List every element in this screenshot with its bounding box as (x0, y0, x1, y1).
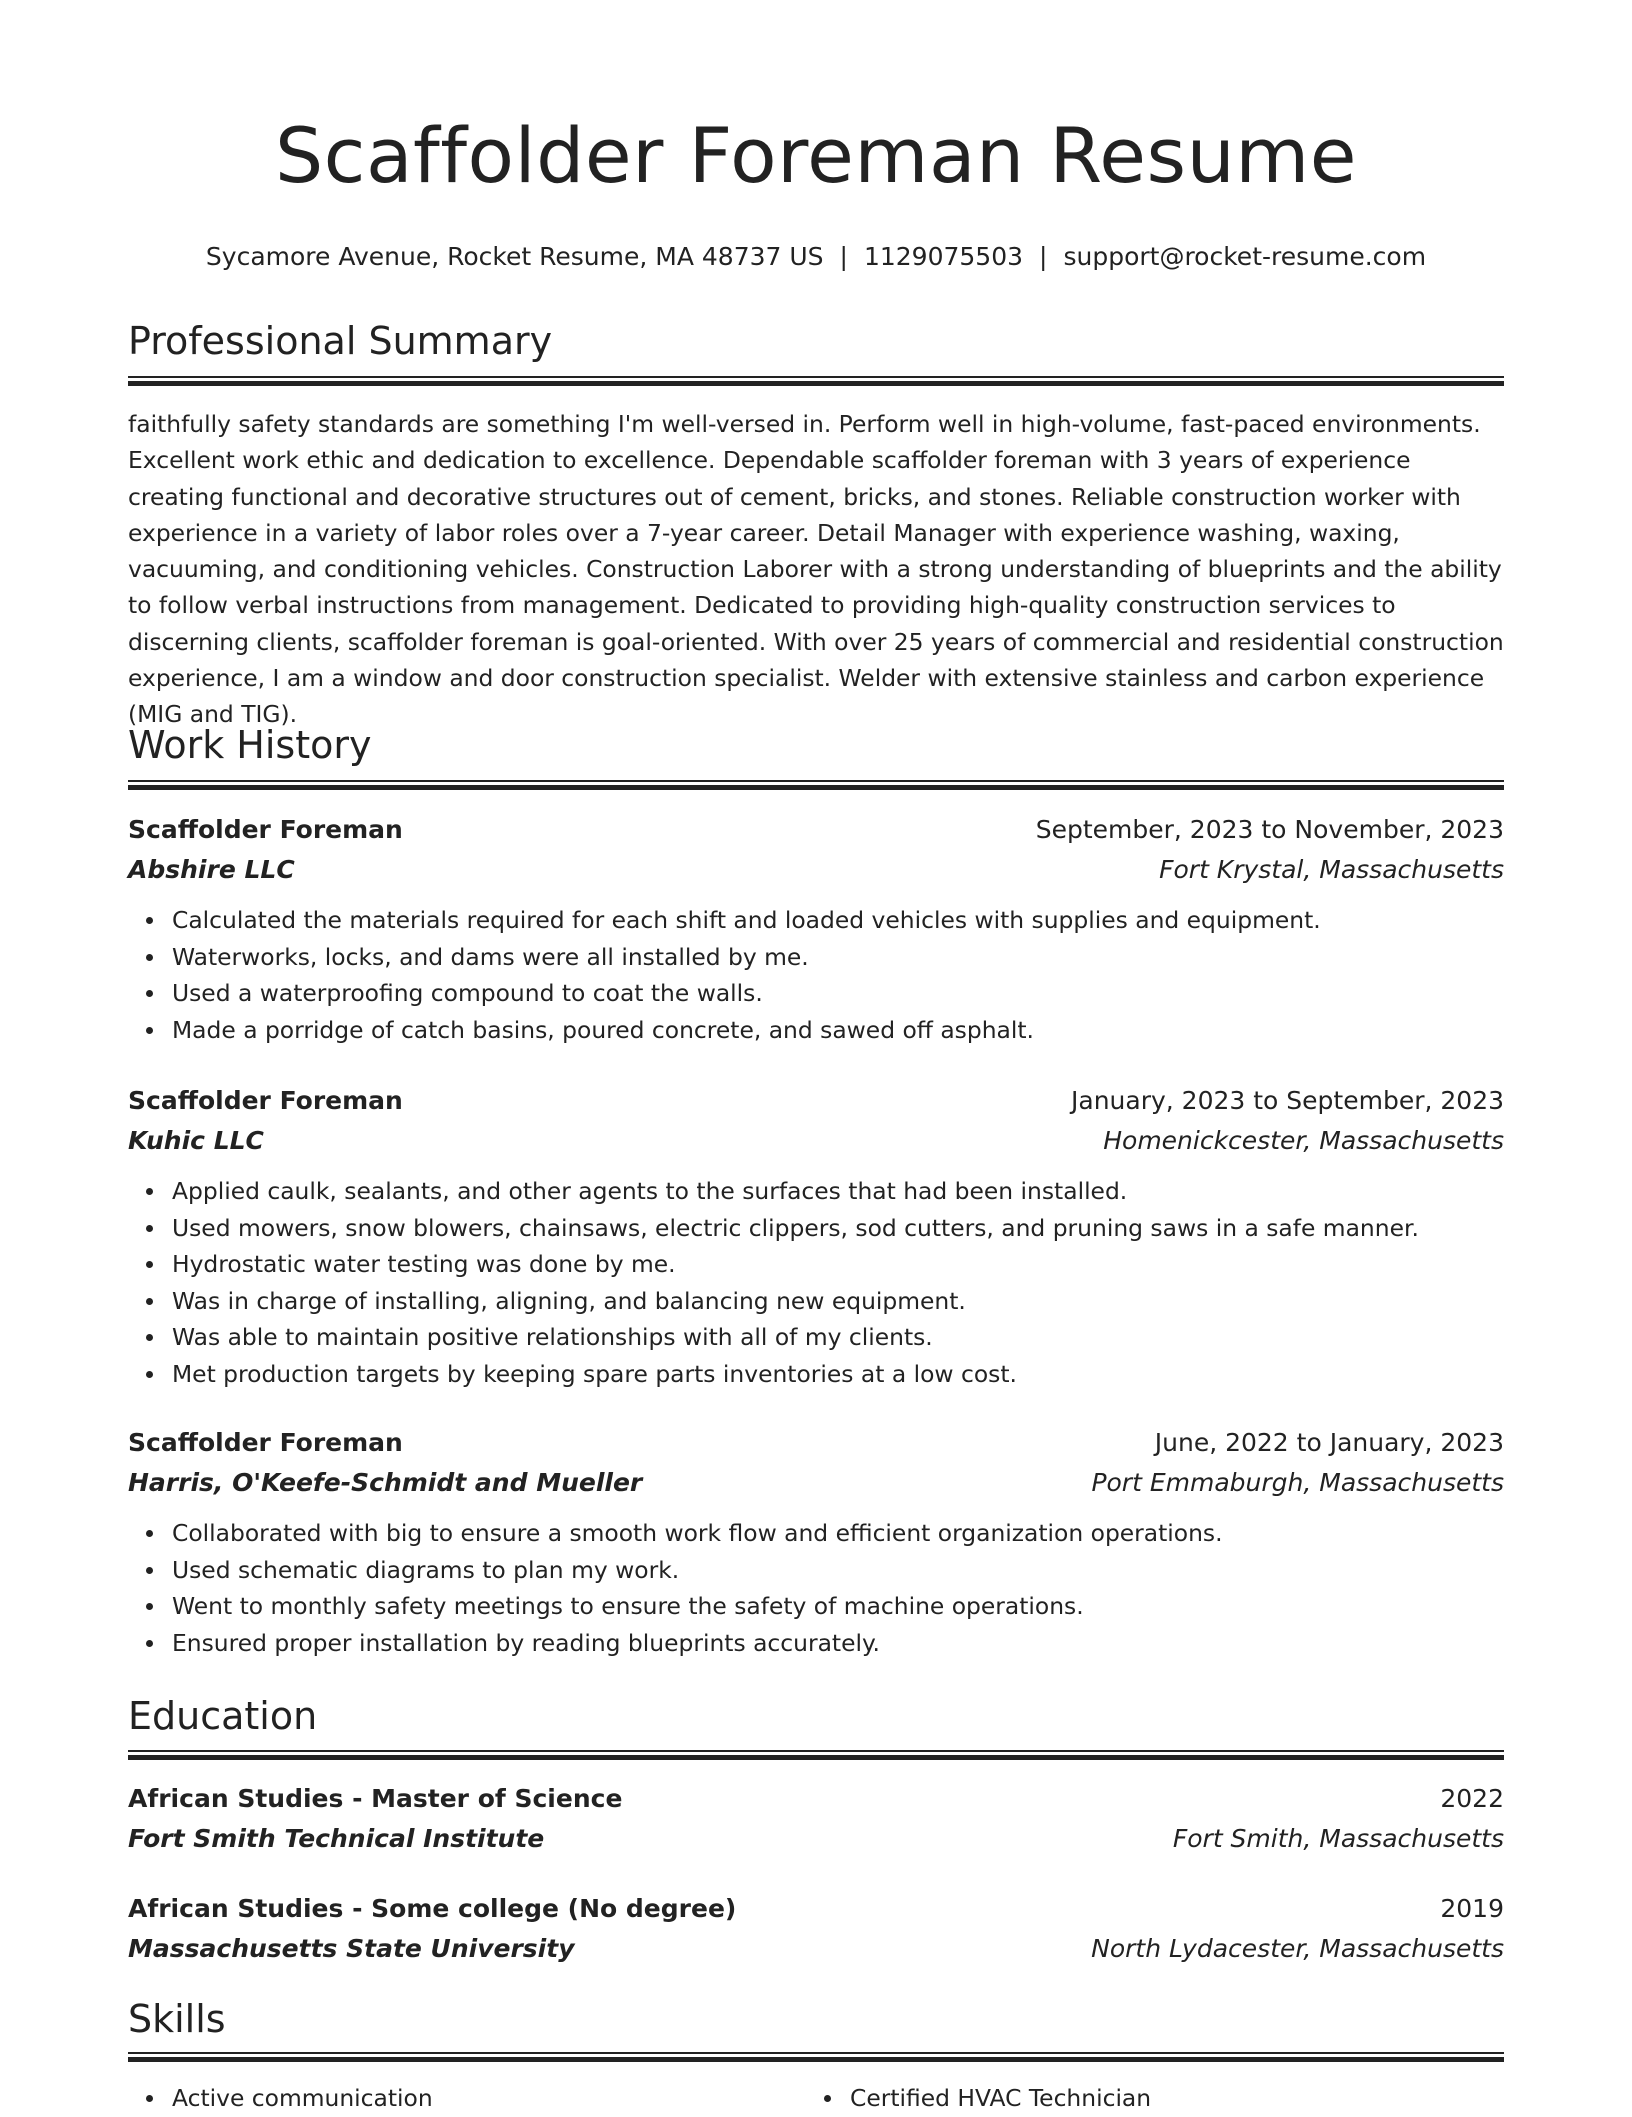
job-location: Fort Krystal, Massachusetts (1159, 855, 1504, 884)
job-bullet-list (128, 1173, 1504, 1392)
skills-column-left (128, 2080, 433, 2117)
section-heading-work: Work History (128, 723, 372, 767)
skills-column-right (806, 2080, 1151, 2117)
education-year: 2019 (1440, 1894, 1504, 1923)
job-bullet-list (128, 1515, 1504, 1661)
job-bullet: Used mowers, snow blowers, chainsaws, electric clippers, sod cutters, and pruning saws in a safe manner. (172, 1210, 1504, 1247)
job-bullet: Made a porridge of catch basins, poured concrete, and sawed off asphalt. (172, 1012, 1504, 1049)
job-bullet: Ensured proper installation by reading blueprints accurately. (172, 1625, 1504, 1662)
job-bullet: Was able to maintain positive relationships with all of my clients. (172, 1319, 1504, 1356)
education-degree: African Studies - Some college (No degree) (128, 1894, 737, 1923)
job-bullet: Used a waterproofing compound to coat the walls. (172, 975, 1504, 1012)
section-divider (128, 2052, 1504, 2062)
section-divider (128, 1750, 1504, 1760)
education-location: Fort Smith, Massachusetts (1172, 1824, 1504, 1853)
contact-address: Sycamore Avenue, Rocket Resume, MA 48737 US (205, 242, 824, 271)
job-location: Homenickcester, Massachusetts (1103, 1126, 1504, 1155)
job-bullet: Met production targets by keeping spare parts inventories at a low cost. (172, 1356, 1504, 1393)
education-year: 2022 (1440, 1784, 1504, 1813)
section-divider (128, 376, 1504, 386)
job-bullet: Waterworks, locks, and dams were all installed by me. (172, 939, 1504, 976)
contact-separator: | (839, 242, 848, 271)
contact-phone: 1129075503 (863, 242, 1024, 271)
education-location: North Lydacester, Massachusetts (1091, 1934, 1504, 1963)
job-entry (128, 810, 1504, 1048)
job-company: Abshire LLC (128, 855, 295, 884)
education-entry (128, 1779, 1504, 1859)
job-dates: January, 2023 to September, 2023 (1071, 1086, 1504, 1115)
contact-separator: | (1039, 242, 1048, 271)
section-heading-summary: Professional Summary (128, 319, 553, 363)
job-dates: June, 2022 to January, 2023 (1154, 1428, 1504, 1457)
job-location: Port Emmaburgh, Massachusetts (1091, 1468, 1504, 1497)
job-entry (128, 1081, 1504, 1392)
section-skills-header (128, 1996, 1504, 2042)
section-heading-skills: Skills (128, 1997, 226, 2041)
page-title: Scaffolder Foreman Resume (274, 111, 1358, 200)
skill-item: Certified HVAC Technician (850, 2080, 1151, 2117)
skill-item: Active communication (172, 2080, 433, 2117)
job-company: Kuhic LLC (128, 1126, 264, 1155)
contact-line (128, 240, 1504, 274)
section-work-header (128, 722, 1504, 768)
job-company: Harris, O'Keefe-Schmidt and Mueller (128, 1468, 643, 1497)
job-dates: September, 2023 to November, 2023 (1035, 815, 1504, 844)
job-bullet: Applied caulk, sealants, and other agents to the surfaces that had been installed. (172, 1173, 1504, 1210)
section-heading-education: Education (128, 1694, 318, 1738)
education-degree: African Studies - Master of Science (128, 1784, 623, 1813)
job-bullet: Was in charge of installing, aligning, and balancing new equipment. (172, 1283, 1504, 1320)
job-bullet: Hydrostatic water testing was done by me. (172, 1246, 1504, 1283)
contact-email: support@rocket-resume.com (1063, 242, 1427, 271)
job-title: Scaffolder Foreman (128, 1086, 403, 1115)
job-bullet: Collaborated with big to ensure a smooth work flow and efficient organization operations. (172, 1515, 1504, 1552)
education-school: Fort Smith Technical Institute (128, 1824, 545, 1853)
section-education-header (128, 1693, 1504, 1739)
education-school: Massachusetts State University (128, 1934, 575, 1963)
job-title: Scaffolder Foreman (128, 815, 403, 844)
education-entry (128, 1889, 1504, 1969)
section-divider (128, 780, 1504, 790)
section-summary-header (128, 318, 1504, 364)
job-bullet: Went to monthly safety meetings to ensure the safety of machine operations. (172, 1588, 1504, 1625)
job-bullet: Used schematic diagrams to plan my work. (172, 1552, 1504, 1589)
job-bullet: Calculated the materials required for each shift and loaded vehicles with supplies and equipment. (172, 902, 1504, 939)
job-entry (128, 1423, 1504, 1661)
job-bullet-list (128, 902, 1504, 1048)
job-title: Scaffolder Foreman (128, 1428, 403, 1457)
summary-text: faithfully safety standards are something I'm well-versed in. Perform well in high-volume, fast-paced environments. Excellent work ethic and dedication to excellence. Dependable scaffolder foreman with 3 years of experience creating functional and decorative structures out of cement, bricks, and stones. Reliable construction worker with experience in a variety of labor roles over a 7-year career. Detail Manager with experience washing, waxing, vacuuming, and conditioning vehicles. Construction Laborer with a strong understanding of blueprints and the ability to follow verbal instructions from management. Dedicated to providing high-quality construction services to discerning clients, scaffolder foreman is goal-oriented. With over 25 years of commercial and residential construction experience, I am a window and door construction specialist. Welder with extensive stainless and carbon experience (MIG and TIG). (128, 410, 1504, 729)
